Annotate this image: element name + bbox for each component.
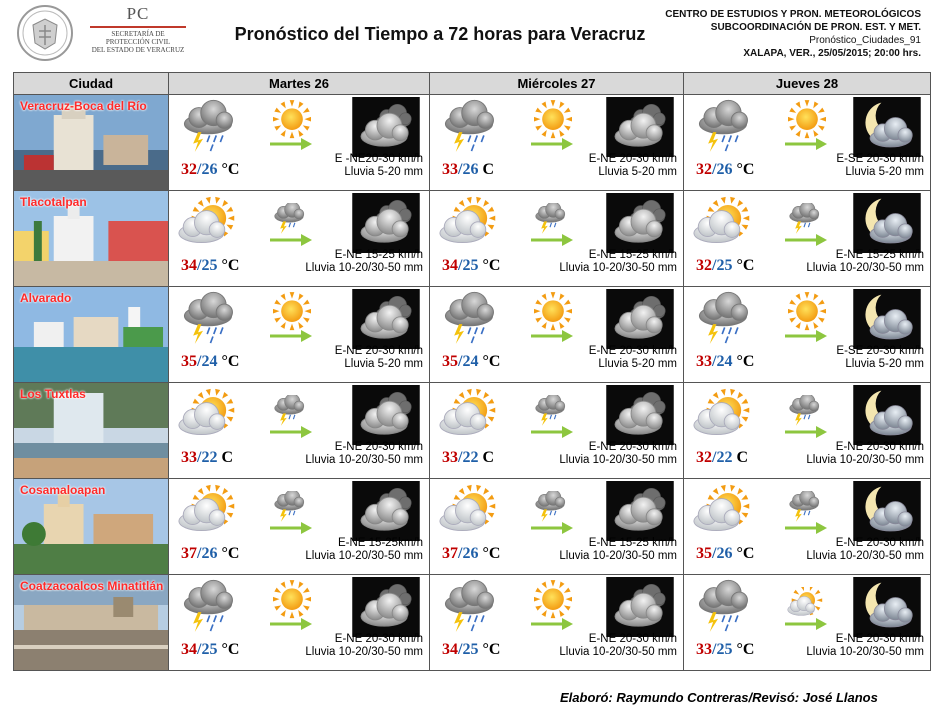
logo-sub-3: DEL ESTADO DE VERACRUZ [91,46,185,54]
forecast-cell [684,191,931,287]
night-cloudy-icon [605,97,675,157]
temp-max: 35 [442,353,458,370]
column-header-day-3: Jueves 28 [684,73,931,95]
table-row [14,191,931,287]
rain-text: Lluvia 10-20/30-50 mm [559,646,677,658]
temp-max: 34 [181,257,197,274]
wind-text: E-NE 20-30 km/h [835,441,924,453]
wind-text: E-NE 15-25 km/h [334,249,423,261]
temp-min: 25 [201,257,218,274]
temp-min: 22 [462,449,479,466]
temp-unit: °C [221,257,240,274]
arrow-right-icon [269,521,313,535]
cloud-storm-small-icon [782,203,826,236]
temp-min: 26 [716,161,733,178]
wind-rain-info [335,345,423,371]
city-cell [14,191,169,287]
table-row [14,95,931,191]
sun-cloud-icon [175,195,241,253]
center-line-4: XALAPA, VER., 25/05/2015; 20:00 hrs. [743,48,921,59]
forecast-cell [430,383,684,479]
cloud-storm-icon [436,291,502,349]
wind-rain-info [806,537,924,563]
logo-sub-2: PROTECCIÓN CIVIL [105,38,171,46]
arrow-right-icon [269,617,313,631]
cloud-storm-icon [436,99,502,157]
temp-max: 37 [442,545,458,562]
forecast-cell [684,575,931,671]
arrow-right-icon [784,521,828,535]
wind-rain-info [559,633,677,659]
night-cloudy-icon [605,481,675,541]
wind-text: E-NE 20-30 km/h [835,537,924,549]
temp-max: 37 [181,545,197,562]
table-header-row [14,73,931,95]
column-header-day-2: Miércoles 27 [430,73,684,95]
temperature: 32/26 °C [696,161,755,178]
temp-max: 35 [181,353,197,370]
temp-min: 25 [462,641,479,658]
wind-rain-info [589,345,677,371]
temp-max: 34 [442,641,458,658]
rain-text: Lluvia 10-20/30-50 mm [806,454,924,466]
sun-icon [267,99,317,141]
arrow-right-icon [784,425,828,439]
wind-text: E-NE 20-30 km/h [588,345,677,357]
sun-icon [528,99,578,141]
temp-max: 33 [696,641,712,658]
footer-credits: Elaboró: Raymundo Contreras/Revisó: José Llanos [560,690,878,705]
temp-unit: °C [221,353,240,370]
night-cloudy-icon [605,289,675,349]
page-title: Pronóstico del Tiempo a 72 horas para Veracruz [234,24,646,44]
temp-unit: °C [221,545,240,562]
center-line-3: Pronóstico_Ciudades_91 [809,35,921,46]
temp-unit: C [736,449,749,466]
center-line-1: CENTRO DE ESTUDIOS Y PRON. METEOROLÓGICOS [665,9,921,20]
table-row [14,383,931,479]
night-moon-cloud-icon [852,385,922,445]
wind-text: E-NE 15-25 km/h [588,249,677,261]
rain-text: Lluvia 5-20 mm [845,358,924,370]
temperature: 37/26 °C [442,545,501,562]
forecast-cell [169,383,430,479]
forecast-cell [684,287,931,383]
rain-text: Lluvia 10-20/30-50 mm [305,646,423,658]
city-cell [14,479,169,575]
wind-rain-info [836,153,924,179]
temp-unit: °C [736,641,755,658]
wind-text: E-NE 15-25 km/h [588,537,677,549]
table-row [14,479,931,575]
rain-text: Lluvia 10-20/30-50 mm [305,262,423,274]
temp-max: 33 [181,449,197,466]
city-name: Los Tuxtlas [20,387,86,401]
temperature: 33/22 C [181,449,234,466]
rain-text: Lluvia 10-20/30-50 mm [305,454,423,466]
rain-text: Lluvia 10-20/30-50 mm [559,550,677,562]
city-name: Coatzacoalcos Minatitlán [20,579,164,593]
temp-unit: °C [221,641,240,658]
wind-rain-info [806,441,924,467]
arrow-right-icon [784,233,828,247]
wind-text: E-NE 15-25km/h [337,537,423,549]
night-cloudy-icon [605,385,675,445]
arrow-right-icon [530,233,574,247]
temp-unit: °C [736,545,755,562]
column-header-city: Ciudad [14,73,169,95]
forecast-cell [430,191,684,287]
rain-text: Lluvia 10-20/30-50 mm [806,550,924,562]
temperature: 34/25 °C [442,257,501,274]
temp-unit: °C [482,257,501,274]
night-cloudy-icon [351,97,421,157]
temperature: 33/26 C [442,161,495,178]
temperature: 33/22 C [442,449,495,466]
temp-unit: C [221,449,234,466]
cloud-storm-icon [690,579,756,637]
cloud-storm-icon [690,99,756,157]
night-moon-cloud-icon [852,289,922,349]
sun-icon [267,579,317,621]
temp-unit: °C [736,353,755,370]
temp-unit: C [482,449,495,466]
table-row [14,575,931,671]
night-moon-cloud-icon [852,481,922,541]
wind-text: E-NE 20-30 km/h [588,441,677,453]
wind-text: E -NE20-30 km/h [334,153,423,165]
cloud-storm-small-icon [267,203,311,236]
temperature: 34/25 °C [181,257,240,274]
arrow-right-icon [269,329,313,343]
forecast-cell [169,479,430,575]
city-cell [14,575,169,671]
wind-rain-info [305,249,423,275]
wind-rain-info [589,153,677,179]
temp-min: 26 [716,545,733,562]
forecast-cell [684,383,931,479]
temp-min: 25 [716,257,733,274]
temp-unit: °C [482,641,501,658]
temp-min: 26 [462,161,479,178]
night-moon-cloud-icon [852,97,922,157]
night-cloudy-icon [605,193,675,253]
arrow-right-icon [269,233,313,247]
city-name: Veracruz-Boca del Río [20,99,147,113]
cloud-storm-small-icon [528,491,572,524]
wind-text: E-SE 20-30 km/h [836,153,924,165]
wind-text: E-NE 20-30 km/h [334,633,423,645]
arrow-right-icon [530,425,574,439]
temperature: 34/25 °C [181,641,240,658]
wind-rain-info [806,633,924,659]
wind-text: E-NE 20-30 km/h [588,153,677,165]
wind-rain-info [559,441,677,467]
rain-text: Lluvia 5-20 mm [598,166,677,178]
forecast-cell [430,575,684,671]
forecast-cell [684,95,931,191]
arrow-right-icon [784,617,828,631]
cloud-storm-icon [436,579,502,637]
sun-cloud-icon [436,387,502,445]
temp-unit: °C [736,161,755,178]
cloud-storm-small-icon [782,491,826,524]
temperature: 35/26 °C [696,545,755,562]
wind-text: E-NE 20-30 km/h [334,345,423,357]
rain-text: Lluvia 5-20 mm [344,358,423,370]
night-cloudy-icon [351,481,421,541]
cloud-storm-small-icon [267,491,311,524]
temp-min: 24 [716,353,733,370]
temp-min: 25 [462,257,479,274]
arrow-right-icon [530,329,574,343]
rain-text: Lluvia 5-20 mm [598,358,677,370]
wind-rain-info [806,249,924,275]
arrow-right-icon [530,521,574,535]
rain-text: Lluvia 10-20/30-50 mm [305,550,423,562]
arrow-right-icon [530,617,574,631]
rain-text: Lluvia 10-20/30-50 mm [559,262,677,274]
night-moon-cloud-icon [852,577,922,637]
cloud-storm-small-icon [782,395,826,428]
temp-max: 34 [181,641,197,658]
temp-max: 33 [696,353,712,370]
night-moon-cloud-icon [852,193,922,253]
temp-min: 26 [201,545,218,562]
forecast-cell [684,479,931,575]
temperature: 35/24 °C [181,353,240,370]
arrow-right-icon [269,137,313,151]
temp-max: 32 [696,449,712,466]
cloud-storm-small-icon [267,395,311,428]
rain-text: Lluvia 10-20/30-50 mm [806,646,924,658]
temperature: 33/24 °C [696,353,755,370]
temp-unit: °C [736,257,755,274]
temp-min: 22 [201,449,218,466]
temp-min: 25 [716,641,733,658]
wind-rain-info [836,345,924,371]
sun-icon [782,99,832,141]
night-cloudy-icon [351,385,421,445]
city-name: Alvarado [20,291,72,305]
temp-max: 33 [442,161,458,178]
logo-sub-1: SECRETARÍA DE [111,30,165,38]
temp-min: 24 [462,353,479,370]
arrow-right-icon [269,425,313,439]
forecast-cell [169,95,430,191]
forecast-table [13,72,931,671]
wind-text: E-NE 20-30 km/h [588,633,677,645]
sun-icon [782,291,832,333]
forecast-cell [169,191,430,287]
temp-max: 32 [181,161,197,178]
table-row [14,287,931,383]
temperature: 32/26 °C [181,161,240,178]
wind-text: E-SE 20-30 km/h [836,345,924,357]
temp-min: 24 [201,353,218,370]
column-header-day-1: Martes 26 [169,73,430,95]
sun-cloud-icon [690,483,756,541]
rain-text: Lluvia 5-20 mm [344,166,423,178]
temp-unit: °C [482,545,501,562]
temp-max: 33 [442,449,458,466]
forecast-cell [169,575,430,671]
temp-min: 26 [462,545,479,562]
rain-text: Lluvia 10-20/30-50 mm [806,262,924,274]
forecast-body [14,95,931,671]
sun-cloud-icon [690,195,756,253]
center-info [665,8,921,60]
veracruz-seal-logo [15,3,75,63]
wind-text: E-NE 15-25 km/h [835,249,924,261]
city-name: Tlacotalpan [20,195,87,209]
sun-icon [528,579,578,621]
temperature: 33/25 °C [696,641,755,658]
header [0,0,945,70]
forecast-cell [430,479,684,575]
sun-icon [528,291,578,333]
rain-text: Lluvia 10-20/30-50 mm [559,454,677,466]
temp-unit: °C [482,353,501,370]
temp-max: 35 [696,545,712,562]
night-cloudy-icon [351,289,421,349]
sun-icon [267,291,317,333]
arrow-right-icon [784,329,828,343]
cloud-storm-icon [175,99,241,157]
cloud-storm-small-icon [528,395,572,428]
sun-cloud-icon [690,387,756,445]
arrow-right-icon [530,137,574,151]
night-cloudy-icon [605,577,675,637]
night-cloudy-icon [351,577,421,637]
temperature: 35/24 °C [442,353,501,370]
temp-min: 22 [716,449,733,466]
city-cell [14,383,169,479]
city-cell [14,287,169,383]
arrow-right-icon [784,137,828,151]
night-cloudy-icon [351,193,421,253]
center-line-2: SUBCOORDINACIÓN DE PRON. EST. Y MET. [710,22,921,33]
forecast-cell [169,287,430,383]
temperature: 32/22 C [696,449,749,466]
cloud-storm-icon [690,291,756,349]
sun-cloud-icon [436,195,502,253]
wind-rain-info [559,249,677,275]
temp-min: 25 [201,641,218,658]
temp-unit: C [482,161,495,178]
sun-cloud-icon [436,483,502,541]
cloud-storm-icon [175,579,241,637]
wind-rain-info [305,633,423,659]
rain-text: Lluvia 5-20 mm [845,166,924,178]
city-name: Cosamaloapan [20,483,106,497]
wind-text: E-NE 20-30 km/h [334,441,423,453]
proteccion-civil-logo [86,4,190,62]
city-cell [14,95,169,191]
wind-text: E-NE 20-30 km/h [835,633,924,645]
cloud-storm-icon [175,291,241,349]
wind-rain-info [559,537,677,563]
temp-max: 34 [442,257,458,274]
temp-min: 26 [201,161,218,178]
sun-cloud-icon [175,387,241,445]
temp-max: 32 [696,161,712,178]
temperature: 34/25 °C [442,641,501,658]
forecast-cell [430,287,684,383]
temp-unit: °C [221,161,240,178]
sun-cloud-small-icon [782,587,826,620]
cloud-storm-small-icon [528,203,572,236]
temperature: 32/25 °C [696,257,755,274]
temp-max: 32 [696,257,712,274]
wind-rain-info [305,441,423,467]
sun-cloud-icon [175,483,241,541]
temperature: 37/26 °C [181,545,240,562]
forecast-cell [430,95,684,191]
wind-rain-info [305,537,423,563]
logo-pc-text: PC [126,4,150,23]
wind-rain-info [335,153,423,179]
